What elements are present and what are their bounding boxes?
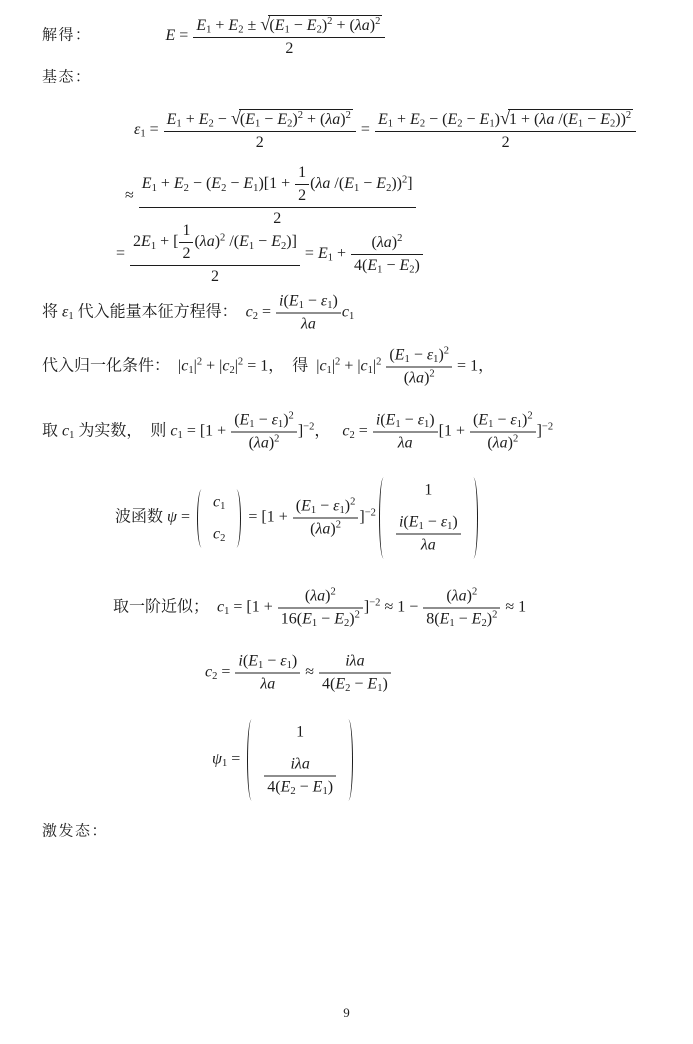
c2-approx-line	[205, 653, 392, 694]
page-number: 9	[343, 1005, 350, 1020]
c2-from-eigen-equation-formula: 将 $\varepsilon_1$ 代入能量本征方程得： $c_2$ = $\frac{i(E_1 - \varepsilon_1)}{\lambda a}$ $c_1$	[42, 292, 355, 333]
ground-state-label: 基态：	[42, 69, 92, 86]
solved-line	[42, 14, 386, 58]
first-order-approx-line	[113, 588, 526, 629]
epsilon1-expansion-step-1	[134, 108, 637, 152]
psi1-vector-formula: $\psi_1$ = 1 $\frac{\text{iλa}}{4(E_2 - E_1)}$	[212, 751, 356, 768]
normalization-formula: 代入归一化条件： $|c_1|^2 + |c_2|^2 = 1$， 得 $|c_1|^2 + |c_1|^2$ $\frac{(E_1 - \varepsilon_1)^2}{(\lambda a)^2}$ = 1，	[42, 345, 495, 387]
psi1-vector-line	[212, 720, 356, 801]
c1-approx-formula: 取一阶近似； $c_1 = [1$ + $\frac{(\lambda a)^2}{16(E_1 - E_2)^2}$ ]$^{-2}$ ≈ 1 − $\frac{(\lambda a)^2}{8(E_1 - E_2)^2}$ ≈ 1	[113, 586, 527, 630]
wavefunction-line	[115, 478, 481, 559]
epsilon1-expansion-step-3	[116, 222, 424, 286]
epsilon1-formula-1: $\varepsilon_1$ = $\frac{E_1 + E_2 - √(E_1 - E_2)^2 + (\lambda a)^2}{2}$ = $\frac{E_1 + E_2 - (E_2 - E_1)√1 + (\lambda a /(E_1 - E_2))^2}{2}$	[134, 121, 637, 138]
epsilon1-formula-2: ≈ $E_1 + E_2 - (E_2 - E_1)[1$ + $\frac{1}{2}$ (λa $/(E_1 - E_2))^2$] 2	[125, 187, 417, 204]
c1-real-line	[42, 412, 553, 453]
normalization-condition-line	[42, 347, 494, 388]
substitute-epsilon1-line	[42, 293, 354, 334]
ground-state-line	[42, 66, 92, 87]
solved-label: 解得：	[42, 27, 92, 44]
wavefunction-formula: 波函数 ψ = $c_1$ $c_2$ = [1 + $\frac{(E_1 - \varepsilon_1)^2}{(\lambda a)^2}$ ]$^{-2}$ 1 $\frac{i(E_1 - \varepsilon_1)}{\lambda a}$	[115, 509, 481, 526]
excited-state-line	[42, 820, 108, 841]
excited-state-label: 激发态：	[42, 823, 109, 840]
c2-approx-formula: $c_2$ = $\frac{i(E_1 - \varepsilon_1)}{\lambda a}$ ≈ $\frac{\text{iλa}}{4(E_2 - E_1)}$	[205, 664, 392, 681]
epsilon1-formula-3: = $2E_1$ + [ $\frac{1}{2}$ $(\lambda a)^2$ $/(E_1 - E_2)$] 2 = $E_1$ + $\frac{(\lambda a)^2}{4(E_1 - E_2)}$	[116, 245, 424, 262]
epsilon1-expansion-step-2	[125, 164, 417, 228]
c1-c2-solution-formula: 取 $c_1$ 为实数， 则 $c_1 = [1$ + $\frac{(E_1 - \varepsilon_1)^2}{(\lambda a)^2}$ ]$^{-2}$， $c_2$ = $\frac{i(E_1 - \varepsilon_1)}{\lambda a}$ [1 + $\frac{(E_1 - \varepsilon_1)^2}{(\lambda a)^2}$ ]$^{-2}$	[42, 410, 554, 452]
energy-eigenvalue-formula: E = $\frac{E_1 + E_2 \pm √(E_1 - E_2)^2 + (\lambda a)^2}{2}$	[166, 27, 387, 44]
